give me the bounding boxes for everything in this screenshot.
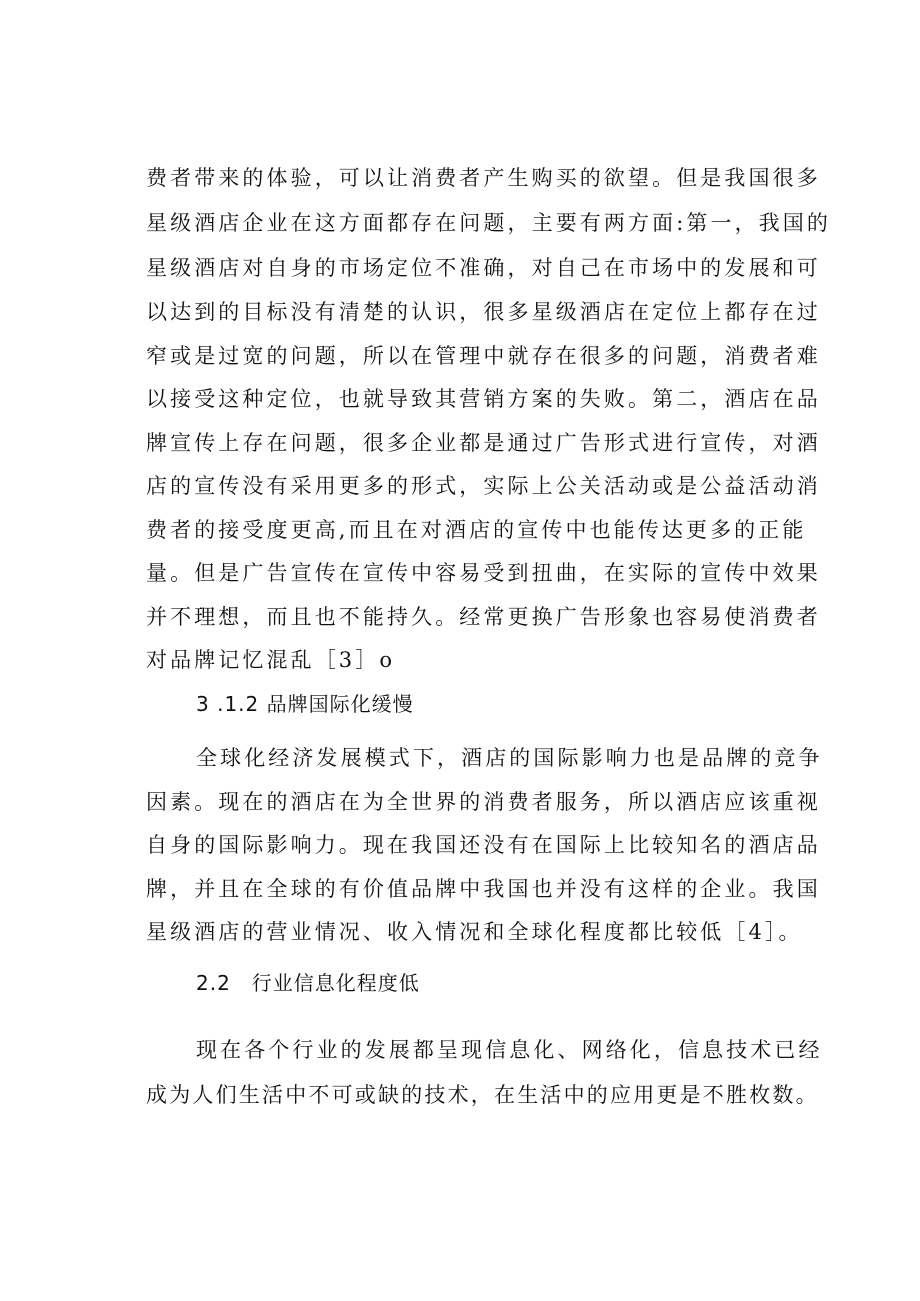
paragraph-line: 以接受这种定位，也就导致其营销方案的失败。第二，酒店在品: [146, 387, 821, 411]
paragraph-line: 费者的接受度更高,而且在对酒店的宣传中也能传达更多的正能: [146, 518, 807, 542]
paragraph-line: 对品牌记忆混乱［3］o: [146, 648, 396, 672]
paragraph-line: 并不理想，而且也不能持久。经常更换广告形象也容易使消费者: [146, 605, 821, 629]
section-heading: 2.2 行业信息化程度低: [196, 971, 420, 995]
paragraph-line: 以达到的目标没有清楚的认识，很多星级酒店在定位上都存在过: [146, 300, 821, 324]
section-heading: 3 .1.2 品牌国际化缓慢: [196, 692, 414, 716]
paragraph-line: 现在各个行业的发展都呈现信息化、网络化，信息技术已经: [196, 1038, 823, 1062]
paragraph-line: 牌宣传上存在问题，很多企业都是通过广告形式进行宣传，对酒: [146, 431, 821, 455]
paragraph-line: 窄或是过宽的问题，所以在管理中就存在很多的问题，消费者难: [146, 344, 821, 368]
paragraph-line: 店的宣传没有采用更多的形式，实际上公关活动或是公益活动消: [146, 474, 821, 498]
paragraph-line: 牌，并且在全球的有价值品牌中我国也并没有这样的企业。我国: [146, 877, 821, 901]
paragraph-line: 星级酒店企业在这方面都存在问题，主要有两方面:第一，我国的: [146, 211, 831, 235]
paragraph-line: 星级酒店的营业情况、收入情况和全球化程度都比较低［4］。: [146, 920, 803, 944]
paragraph-line: 全球化经济发展模式下，酒店的国际影响力也是品牌的竞争: [196, 746, 823, 770]
paragraph-line: 费者带来的体验，可以让消费者产生购买的欲望。但是我国很多: [146, 166, 821, 190]
paragraph-line: 自身的国际影响力。现在我国还没有在国际上比较知名的酒店品: [146, 833, 821, 857]
paragraph-line: 星级酒店对自身的市场定位不准确，对自己在市场中的发展和可: [146, 256, 821, 280]
paragraph-line: 因素。现在的酒店在为全世界的消费者服务，所以酒店应该重视: [146, 790, 821, 814]
paragraph-line: 成为人们生活中不可或缺的技术，在生活中的应用更是不胜枚数。: [146, 1083, 819, 1107]
paragraph-line: 量。但是广告宣传在宣传中容易受到扭曲，在实际的宣传中效果: [146, 561, 821, 585]
